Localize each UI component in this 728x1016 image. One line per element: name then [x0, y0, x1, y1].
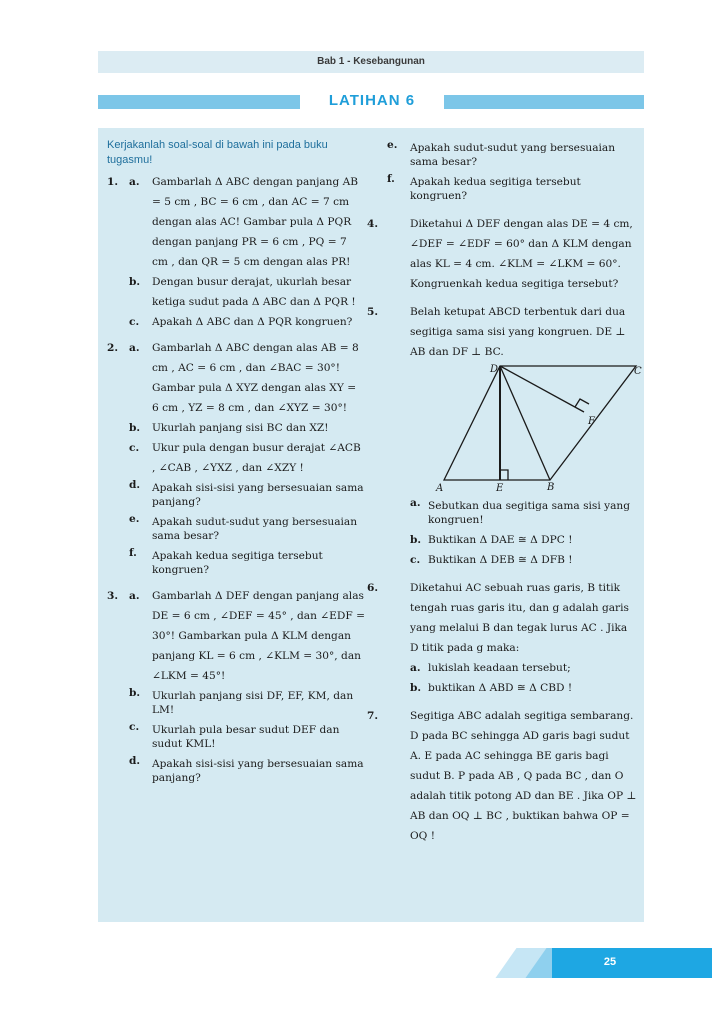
question-3a — [107, 586, 365, 686]
question-text: Sebutkan dua segitiga sama sisi yang kongruen! — [428, 500, 630, 526]
label-e: E — [496, 483, 504, 492]
sub-label: a. — [129, 176, 140, 188]
question-5 — [367, 302, 642, 570]
question-number: 6. — [367, 582, 379, 594]
question-text: Apakah Δ ABC dan Δ PQR kongruen? — [152, 316, 353, 328]
altitude-df — [500, 366, 584, 412]
question-2f-cont — [387, 172, 637, 206]
question-number: 2. — [107, 342, 119, 354]
question-text: Belah ketupat ABCD terbentuk dari dua segitiga sama sisi yang kongruen. DE ⊥ AB dan DF ⊥ BC. — [410, 306, 626, 358]
sub-label: c. — [410, 554, 421, 566]
title-bar-left — [98, 95, 300, 109]
question-1c — [107, 312, 365, 332]
question-number: 3. — [107, 590, 119, 602]
sub-label: c. — [129, 442, 140, 454]
question-text: Buktikan Δ DEB ≅ Δ DFB ! — [428, 554, 573, 566]
question-text: Gambarlah Δ ABC dengan alas AB = 8 cm , AC = 6 cm , dan ∠BAC = 30°! Gambar pula Δ XYZ dengan alas XY = 6 cm , YZ = 8 cm , dan ∠XYZ = 30°! — [152, 342, 359, 414]
question-text: Buktikan Δ DAE ≅ Δ DPC ! — [428, 534, 573, 546]
sub-label: b. — [129, 422, 141, 434]
sub-label: a. — [410, 662, 421, 674]
sub-label: a. — [410, 497, 421, 509]
chapter-header — [98, 51, 644, 73]
sub-label: c. — [129, 316, 140, 328]
question-6b — [410, 678, 637, 698]
rhombus-outline — [444, 366, 636, 480]
question-5b — [410, 530, 637, 550]
question-text: Apakah sudut-sudut yang bersesuaian sama besar? — [410, 142, 616, 168]
question-text: Apakah kedua segitiga tersebut kongruen? — [410, 176, 581, 202]
question-number: 7. — [367, 710, 379, 722]
question-text: Diketahui Δ DEF dengan alas DE = 4 cm, ∠DEF = ∠EDF = 60° dan Δ KLM dengan alas KL = 4 cm. ∠KLM = ∠LKM = 60°. Kongruenkah kedua segitiga tersebut? — [410, 218, 633, 290]
question-1b — [107, 272, 365, 312]
sub-label: b. — [129, 276, 141, 288]
sub-label: f. — [387, 173, 395, 185]
rhombus-diagram — [414, 364, 644, 492]
question-number: 4. — [367, 218, 379, 230]
question-2e — [107, 512, 365, 546]
question-6 — [367, 578, 637, 698]
question-3c — [107, 720, 365, 754]
chapter-title: Bab 1 - Kesebangunan — [317, 56, 425, 67]
question-text: Ukurlah pula besar sudut DEF dan sudut KML! — [152, 724, 340, 750]
page-number-tab — [552, 948, 712, 978]
question-2d — [107, 478, 365, 512]
question-text: Apakah sisi-sisi yang bersesuaian sama panjang? — [152, 758, 364, 784]
diagonal-db — [500, 366, 550, 480]
question-text: Gambarlah Δ ABC dengan panjang AB = 5 cm , BC = 6 cm , dan AC = 7 cm dengan alas AC! Gambar pula Δ PQR dengan panjang PR = 6 cm , PQ = 7 cm , dan QR = 5 cm dengan alas PR! — [152, 176, 359, 268]
right-angle-e — [500, 470, 508, 480]
page-number: 25 — [603, 956, 617, 968]
sub-label: b. — [129, 687, 141, 699]
right-angle-f — [575, 399, 589, 407]
question-text: Gambarlah Δ DEF dengan panjang alas DE = 6 cm , ∠DEF = 45° , dan ∠EDF = 30°! Gambarkan pula Δ KLM dengan panjang KL = 6 cm , ∠KLM = 30°, dan ∠LKM = 45°! — [152, 590, 365, 682]
sub-label: c. — [129, 721, 140, 733]
left-column — [107, 138, 365, 788]
question-text: buktikan Δ ABD ≅ Δ CBD ! — [428, 682, 573, 694]
sub-label: e. — [387, 139, 398, 151]
question-3d — [107, 754, 365, 788]
label-c: C — [634, 366, 642, 377]
question-text: Ukur pula dengan busur derajat ∠ACB , ∠CAB , ∠YXZ , dan ∠XZY ! — [152, 442, 361, 474]
sub-label: b. — [410, 534, 422, 546]
question-text: Dengan busur derajat, ukurlah besar ketiga sudut pada Δ ABC dan Δ PQR ! — [152, 276, 356, 308]
question-3b — [107, 686, 365, 720]
label-b: B — [547, 482, 555, 492]
sub-label: e. — [129, 513, 140, 525]
question-text: Apakah kedua segitiga tersebut kongruen? — [152, 550, 323, 576]
exercise-panel — [98, 128, 644, 922]
sub-label: f. — [129, 547, 137, 559]
question-text: Apakah sudut-sudut yang bersesuaian sama besar? — [152, 516, 358, 542]
question-5c — [410, 550, 637, 570]
label-a: A — [436, 483, 444, 492]
instructions: Kerjakanlah soal-soal di bawah ini pada buku tugasmu! — [107, 139, 328, 166]
question-2e-cont — [387, 138, 637, 172]
question-text: Segitiga ABC adalah segitiga sembarang. D pada BC sehingga AD garis bagi sudut A. E pada AC sehingga BE garis bagi sudut B. P pada AB , Q pada BC , dan O adalah titik potong AD dan BE . Jika OP ⊥ AB dan OQ ⊥ BC , buktikan bahwa OP = OQ ! — [410, 710, 637, 842]
question-2b — [107, 418, 365, 438]
label-d: D — [490, 364, 499, 375]
sub-label: a. — [129, 590, 140, 602]
question-4 — [367, 214, 637, 294]
question-text: Ukurlah panjang sisi DF, EF, KM, dan LM! — [152, 690, 354, 716]
question-1a — [107, 172, 365, 272]
title-bar-right — [444, 95, 644, 109]
question-number: 5. — [367, 306, 379, 318]
question-text: lukislah keadaan tersebut; — [428, 662, 571, 674]
question-number: 1. — [107, 176, 119, 188]
rhombus-figure — [414, 364, 644, 492]
question-7 — [367, 706, 637, 846]
question-2c — [107, 438, 365, 478]
question-2f — [107, 546, 365, 580]
sub-label: d. — [129, 755, 141, 767]
right-column — [367, 138, 642, 846]
question-6a — [410, 658, 637, 678]
sub-label: b. — [410, 682, 422, 694]
sub-label: a. — [129, 342, 140, 354]
question-5a — [410, 496, 637, 530]
question-2a — [107, 338, 365, 418]
question-text: Diketahui AC sebuah ruas garis, B titik tengah ruas garis itu, dan g adalah garis yang melalui B dan tegak lurus AC . Jika D titik pada g maka: — [410, 582, 629, 654]
question-text: Ukurlah panjang sisi BC dan XZ! — [152, 422, 329, 434]
question-text: Apakah sisi-sisi yang bersesuaian sama panjang? — [152, 482, 364, 508]
sub-label: d. — [129, 479, 141, 491]
label-f: F — [588, 416, 595, 427]
exercise-title: LATIHAN 6 — [328, 92, 416, 109]
